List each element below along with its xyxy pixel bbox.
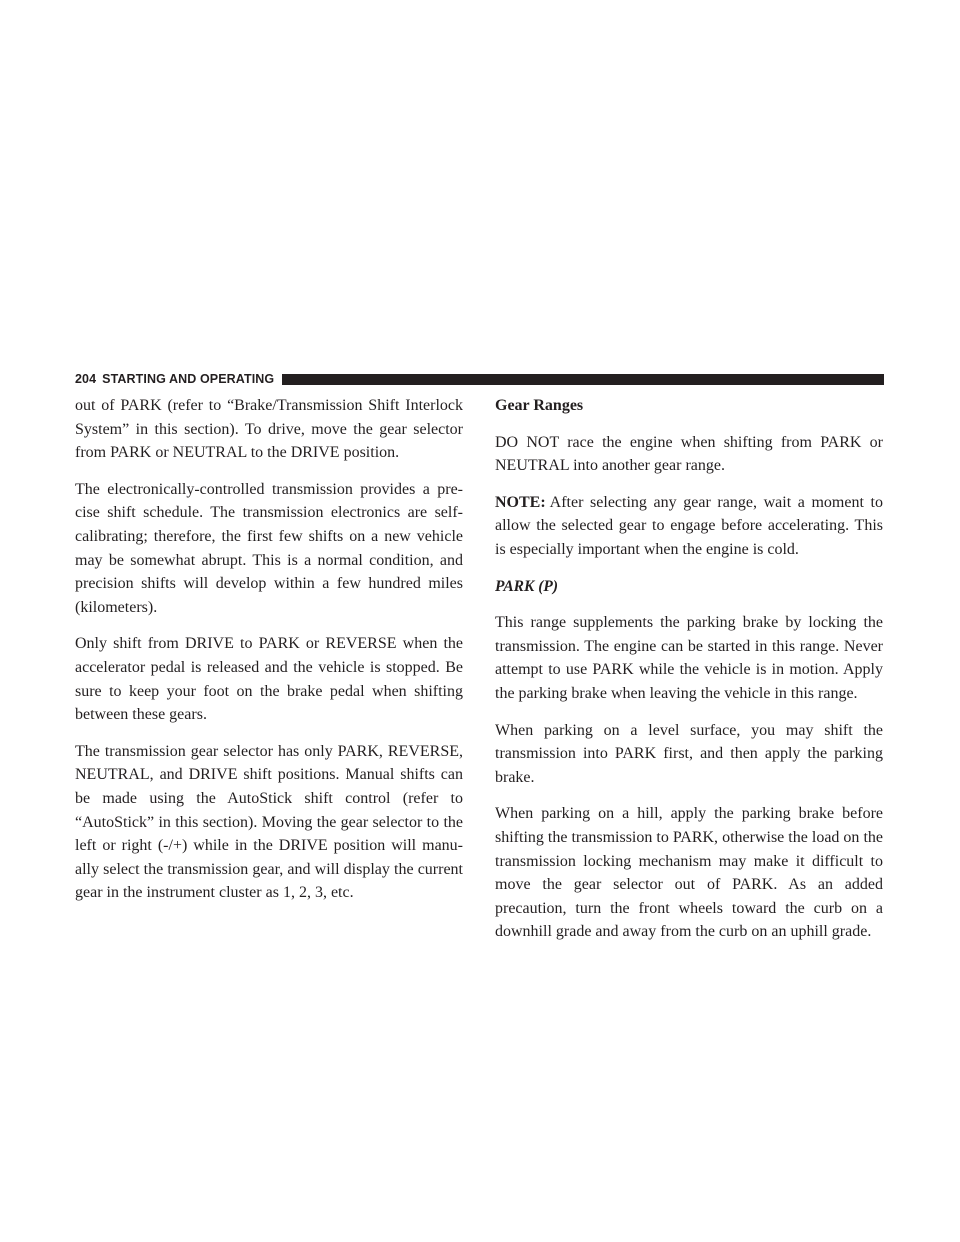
note-text: After selecting any gear range, wait a moment to allow the selected gear to engage before accelerating. This is especially important when the engine is cold. bbox=[495, 493, 883, 558]
paragraph: out of PARK (refer to “Brake/Transmission Shift Interlock System” in this section). To drive, move the gear selector from PARK or NEUTRAL to the DRIVE position. bbox=[75, 397, 463, 462]
section-title: STARTING AND OPERATING bbox=[102, 372, 275, 386]
subheading: PARK (P) bbox=[495, 577, 558, 595]
paragraph: Only shift from DRIVE to PARK or REVERSE when the accelerator pedal is released and the vehicle is stopped. Be sure to keep your foot on the brake pedal when shifting between these gears. bbox=[75, 635, 463, 724]
paragraph: When parking on a level surface, you may shift the transmission into PARK first, and then apply the parking brake. bbox=[495, 721, 883, 786]
left-column bbox=[75, 394, 463, 918]
paragraph: When parking on a hill, apply the parking brake before shifting the transmission to PARK, otherwise the load on the transmission locking mechanism may make it difficult to move the gear selector out of PARK. As an added precaution, turn the front wheels toward the curb on a downhill grade and away from the curb on an uphill grade. bbox=[495, 805, 883, 941]
section-heading: Gear Ranges bbox=[495, 397, 584, 414]
right-column bbox=[495, 394, 883, 957]
note-label: NOTE: bbox=[495, 493, 546, 511]
paragraph: This range supplements the parking brake by locking the transmission. The engine can be started in this range. Never attempt to use PARK while the vehicle is in motion. Apply the parking brake when leaving the vehicle in this range. bbox=[495, 614, 883, 702]
paragraph: The electronically-controlled transmission provides a pre-cise shift schedule. The transmission electronics are self-calibrating; therefore, the first few shifts on a new vehicle may be somewhat abrupt. This is a normal condition, and precision shifts will develop within a few hundred miles (kilometers). bbox=[75, 480, 463, 616]
page-number: 204 bbox=[75, 372, 97, 386]
note-paragraph bbox=[495, 491, 883, 562]
header-rule bbox=[282, 374, 884, 385]
paragraph: DO NOT race the engine when shifting from PARK or NEUTRAL into another gear range. bbox=[495, 433, 883, 475]
paragraph: The transmission gear selector has only PARK, REVERSE, NEUTRAL, and DRIVE shift positions. Manual shifts can be made using the AutoStick shift control (refer to “AutoStick” in this section). Moving the gear selector to the left or right (-/+) while in the DRIVE position will manu-ally select the transmission gear, and will display the current gear in the instrument cluster as 1, 2, 3, etc. bbox=[75, 742, 463, 902]
page-header bbox=[75, 371, 884, 387]
